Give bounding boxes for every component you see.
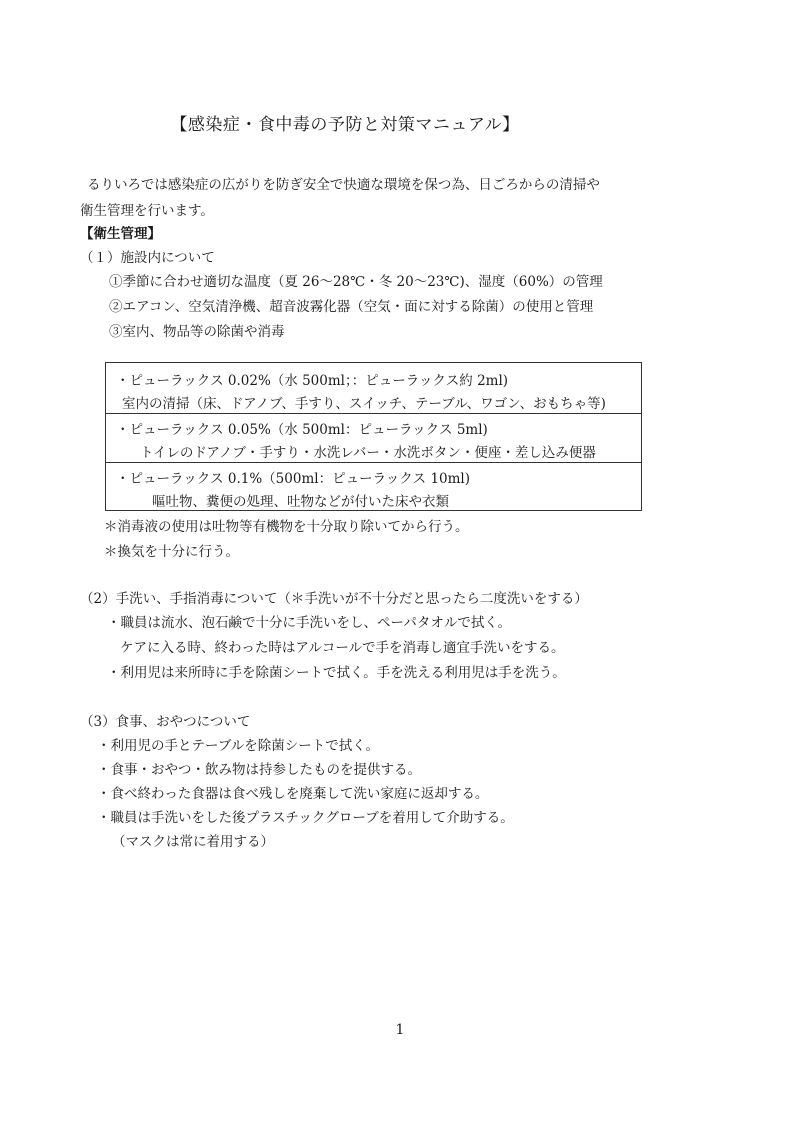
section-heading: 【衛生管理】 xyxy=(80,226,161,242)
table-divider xyxy=(106,462,641,463)
disinfectant-row-usage: トイレのドアノブ・手すり・水洗レバー・水洗ボタン・便座・差し込み便器 xyxy=(140,445,596,461)
part1-item: ③室内、物品等の除菌や消毒 xyxy=(109,324,285,340)
part2-heading: （2）手洗い、手指消毒について（＊手洗いが不十分だと思ったら二度洗いをする） xyxy=(80,591,588,607)
disinfectant-row-title: ・ピューラックス 0.1%（500ml：ピューラックス 10ml) xyxy=(116,471,471,487)
disinfectant-table xyxy=(105,362,642,511)
part3-line: ・食べ終わった食器は食べ残しを廃棄して洗い家庭に返却する。 xyxy=(97,786,489,802)
part2-line: ・職員は流水、泡石鹸で十分に手洗いをし、ペーパタオルで拭く。 xyxy=(107,615,512,631)
disinfectant-row-usage: 室内の清掃（床、ドアノブ、手すり、スイッチ、テーブル、ワゴン、おもちゃ等) xyxy=(122,396,606,412)
part1-heading: （１）施設内について xyxy=(80,250,215,266)
table-divider xyxy=(106,413,641,414)
part3-heading: （3）食事、おやつについて xyxy=(80,714,251,730)
part2-line: ケアに入る時、終わった時はアルコールで手を消毒し適宜手洗いをする。 xyxy=(120,640,565,656)
intro-line-1: るりいろでは感染症の広がりを防ぎ安全で快適な環境を保つ為、日ごろからの清掃や xyxy=(87,177,600,193)
part3-line: ・利用児の手とテーブルを除菌シートで拭く。 xyxy=(97,738,380,754)
disinfectant-row-title: ・ピューラックス 0.02%（水 500ml；：ピューラックス約 2ml) xyxy=(116,373,509,389)
note: ＊換気を十分に行う。 xyxy=(104,544,239,560)
part2-line: ・利用児は来所時に手を除菌シートで拭く。手を洗える利用児は手を洗う。 xyxy=(107,665,566,681)
part1-item: ①季節に合わせ適切な温度（夏 26～28℃・冬 20～23℃)、湿度（60%）の管理 xyxy=(109,274,603,290)
disinfectant-row-title: ・ピューラックス 0.05%（水 500ml：ピューラックス 5ml) xyxy=(116,422,488,438)
note: ＊消毒液の使用は吐物等有機物を十分取り除いてから行う。 xyxy=(104,519,469,535)
part3-line: ・食事・おやつ・飲み物は持参したものを提供する。 xyxy=(97,762,421,778)
part3-line: （マスクは常に着用する） xyxy=(112,834,274,850)
part3-line: ・職員は手洗いをした後プラスチックグローブを着用して介助する。 xyxy=(97,810,514,826)
page-title: 【感染症・食中毒の予防と対策マニュアル】 xyxy=(170,115,520,135)
part1-item: ②エアコン、空気清浄機、超音波霧化器（空気・面に対する除菌）の使用と管理 xyxy=(109,299,594,315)
disinfectant-row-usage: 嘔吐物、糞便の処理、吐物などが付いた床や衣類 xyxy=(152,494,449,510)
page-number: 1 xyxy=(395,1022,405,1038)
intro-line-2: 衛生管理を行います。 xyxy=(80,203,214,219)
